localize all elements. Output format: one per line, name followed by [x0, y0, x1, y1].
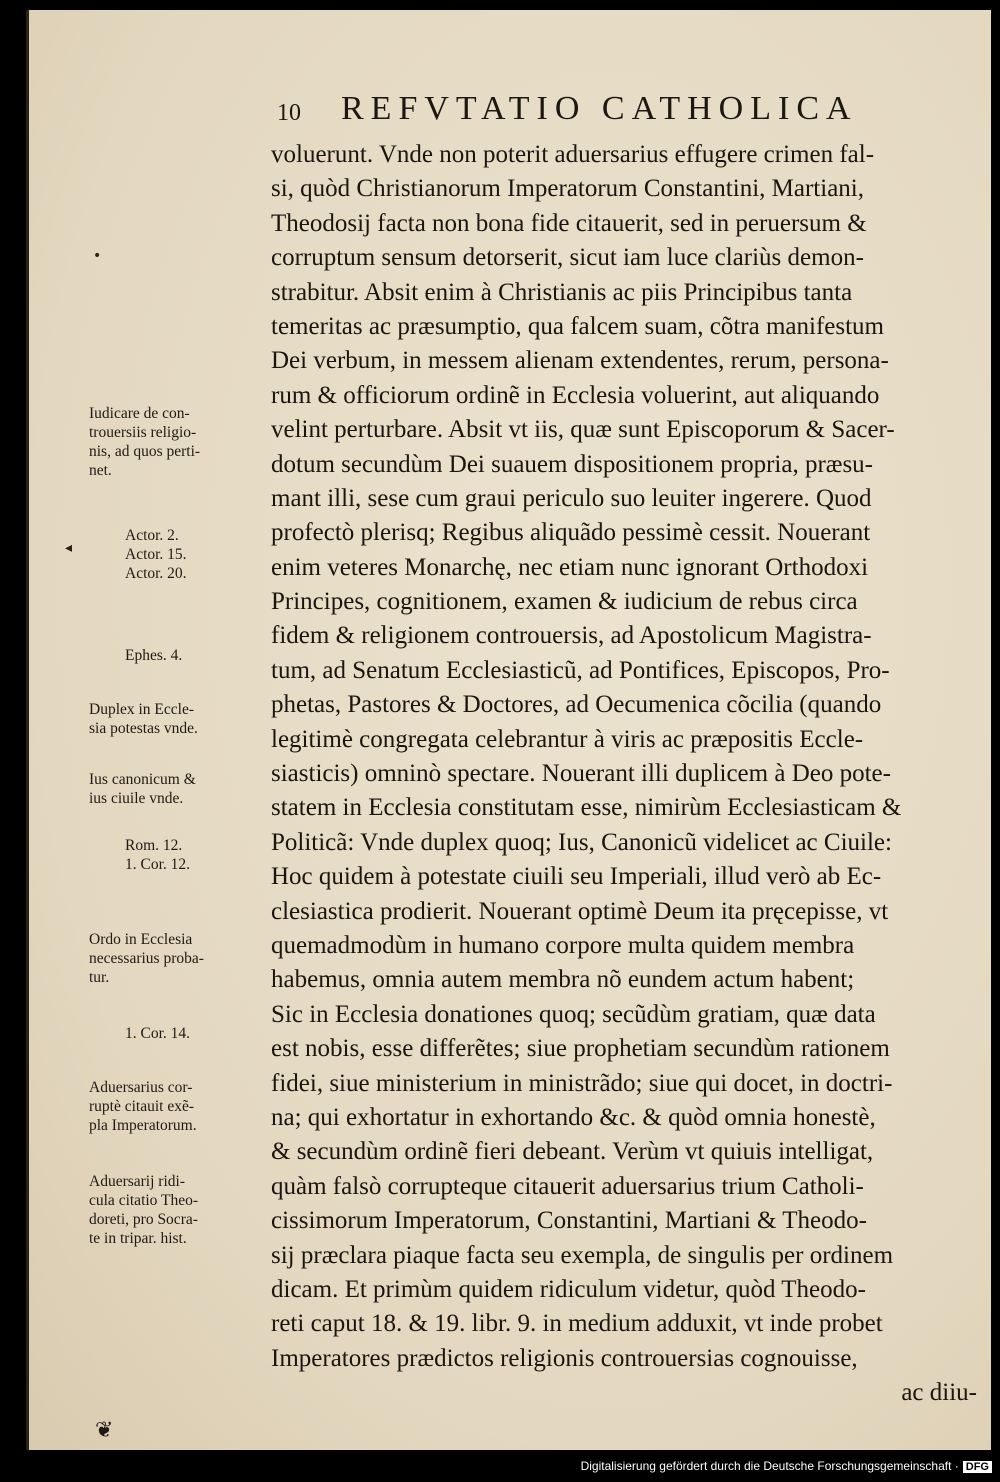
- body-line: dicam. Et primùm quidem ridiculum videtur, quòd Theodo-: [271, 1275, 866, 1303]
- margin-note-line: Duplex in Eccle-: [89, 701, 195, 718]
- margin-note: [89, 1078, 197, 1135]
- body-line: temeritas ac præsumptio, qua falcem suam, cõtra manifestum: [271, 312, 885, 340]
- body-line: profectò plerisq; Regibus aliquãdo pessimè cessit. Nouerant: [271, 519, 871, 547]
- margin-note-line: ius ciuile vnde.: [89, 790, 184, 807]
- margin-note-line: te in tripar. hist.: [89, 1230, 187, 1247]
- printer-ornament: ❦: [95, 1418, 114, 1443]
- margin-note: [125, 646, 182, 665]
- body-line: ac diiu-: [901, 1379, 977, 1407]
- body-line: quemadmodùm in humano corpore multa quidem membra: [271, 931, 855, 959]
- body-line: na; qui exhortatur in exhortando &c. & quòd omnia honestè,: [271, 1103, 876, 1131]
- body-line: fidem & religionem controuersis, ad Apostolicum Magistra-: [271, 622, 872, 650]
- body-line: cissimorum Imperatorum, Constantini, Martiani & Theodo-: [271, 1207, 867, 1235]
- body-line: strabitur. Absit enim à Christianis ac piis Principibus tanta: [271, 278, 853, 306]
- body-line: Theodosij facta non bona fide citauerit, sed in peruersum &: [271, 209, 867, 237]
- margin-note: [89, 930, 204, 987]
- body-line: dotum secundùm Dei suauem dispositionem propria, præsu-: [271, 450, 874, 478]
- folio-number: 10: [277, 100, 301, 126]
- body-line: Imperatores prædictos religionis controuersias cognouisse,: [271, 1344, 858, 1372]
- body-line: siasticis) omninò spectare. Nouerant illi duplicem à Deo pote-: [271, 760, 891, 788]
- body-line: fidei, siue ministerium in ministrãdo; siue qui docet, in doctri-: [271, 1069, 893, 1097]
- body-line: Principes, cognitionem, examen & iudicium de rebus circa: [271, 588, 858, 616]
- body-line: velint perturbare. Absit vt iis, quæ sunt Episcoporum & Sacer-: [271, 416, 895, 444]
- margin-note-line: Aduersarij ridi-: [89, 1173, 185, 1190]
- margin-note: [89, 1172, 198, 1248]
- margin-note-line: doreti, pro Socra-: [89, 1211, 198, 1228]
- body-line: mant illi, sese cum graui periculo suo leuiter ingerere. Quod: [271, 484, 872, 512]
- ink-speck: •: [93, 248, 102, 264]
- digitization-footer: [581, 1459, 992, 1479]
- margin-note-line: 1. Cor. 14.: [125, 1025, 191, 1042]
- body-line: reti caput 18. & 19. libr. 9. in medium adduxit, vt inde probet: [271, 1310, 883, 1338]
- body-text: [271, 138, 977, 1410]
- margin-note: [89, 770, 196, 808]
- margin-note: [89, 700, 198, 738]
- margin-note-line: Iudicare de con-: [89, 405, 190, 422]
- body-line: sij præclara piaque facta seu exempla, de singulis per ordinem: [271, 1241, 894, 1269]
- body-line: legitimè congregata celebrantur à viris ac præpositis Eccle-: [271, 725, 864, 753]
- body-line: voluerunt. Vnde non poterit aduersarius effugere crimen fal-: [271, 141, 875, 168]
- margin-note-line: Aduersarius cor-: [89, 1079, 193, 1096]
- margin-note-line: 1. Cor. 12.: [125, 856, 191, 873]
- running-head: REFVTATIO CATHOLICA: [341, 90, 858, 127]
- body-line: corruptum sensum detorserit, sicut iam luce clariùs demon-: [271, 244, 864, 272]
- body-line: statem in Ecclesia constitutam esse, nimirùm Ecclesiasticam &: [271, 794, 902, 822]
- body-line: clesiastica prodierit. Nouerant optimè Deum ita pręcepisse, vt: [271, 897, 889, 925]
- body-line: phetas, Pastores & Doctores, ad Oecumenica cõcilia (quando: [271, 691, 882, 719]
- margin-note-line: sia potestas vnde.: [89, 720, 198, 737]
- footer-text: Digitalisierung gefördert durch die Deutsche Forschungsgemeinschaft ·: [580, 1459, 959, 1473]
- body-line: Sic in Ecclesia donationes quoq; secũdùm gratiam, quæ data: [271, 1000, 876, 1028]
- margin-note-line: necessarius proba-: [89, 950, 204, 967]
- margin-note: [125, 526, 187, 583]
- margin-note-line: trouersiis religio-: [89, 424, 197, 441]
- body-line: rum & officiorum ordinẽ in Ecclesia voluerint, aut aliquando: [271, 381, 880, 409]
- body-line: habemus, omnia autem membra nõ eundem actum habent;: [271, 966, 855, 994]
- margin-note: [125, 1024, 190, 1043]
- margin-note-line: Ordo in Ecclesia: [89, 931, 193, 948]
- margin-note-line: ruptè citauit exẽ-: [89, 1098, 195, 1115]
- body-line: Politicã: Vnde duplex quoq; Ius, Canonicũ videlicet ac Ciuile:: [271, 828, 892, 856]
- body-line: quàm falsò corrupteque citauerit aduersarius trium Catholi-: [271, 1172, 864, 1200]
- margin-note-line: Rom. 12.: [125, 837, 183, 854]
- body-line: & secundùm ordinẽ fieri debeant. Verùm vt quiuis intelligat,: [271, 1138, 874, 1166]
- margin-note-line: pla Imperatorum.: [89, 1117, 197, 1134]
- margin-note-line: Actor. 15.: [125, 546, 187, 563]
- margin-note-line: Actor. 20.: [125, 565, 187, 582]
- page-header: [277, 90, 967, 140]
- ink-speck: ◂: [65, 540, 73, 556]
- margin-note-line: net.: [89, 462, 112, 479]
- body-line: Dei verbum, in messem alienam extendentes, rerum, persona-: [271, 347, 889, 375]
- dfg-logo-icon: DFG: [963, 1461, 992, 1473]
- body-line: Hoc quidem à potestate ciuili seu Imperiali, illud verò ab Ec-: [271, 863, 882, 891]
- margin-note-line: Ius canonicum &: [89, 771, 196, 788]
- body-line: enim veteres Monarchę, nec etiam nunc ignorant Orthodoxi: [271, 553, 869, 581]
- margin-note: [125, 836, 190, 874]
- margin-note: [89, 404, 200, 480]
- margin-note-line: cula citatio Theo-: [89, 1192, 199, 1209]
- margin-note-line: Ephes. 4.: [125, 647, 183, 664]
- body-line: tum, ad Senatum Ecclesiasticũ, ad Pontifices, Episcopos, Pro-: [271, 656, 890, 684]
- margin-note-line: tur.: [89, 969, 110, 986]
- body-line: si, quòd Christianorum Imperatorum Constantini, Martiani,: [271, 175, 864, 203]
- book-page: [26, 10, 991, 1450]
- body-line: est nobis, esse differẽtes; siue prophetiam secundùm rationem: [271, 1035, 890, 1063]
- margin-note-line: Actor. 2.: [125, 527, 179, 544]
- margin-note-line: nis, ad quos perti-: [89, 443, 201, 460]
